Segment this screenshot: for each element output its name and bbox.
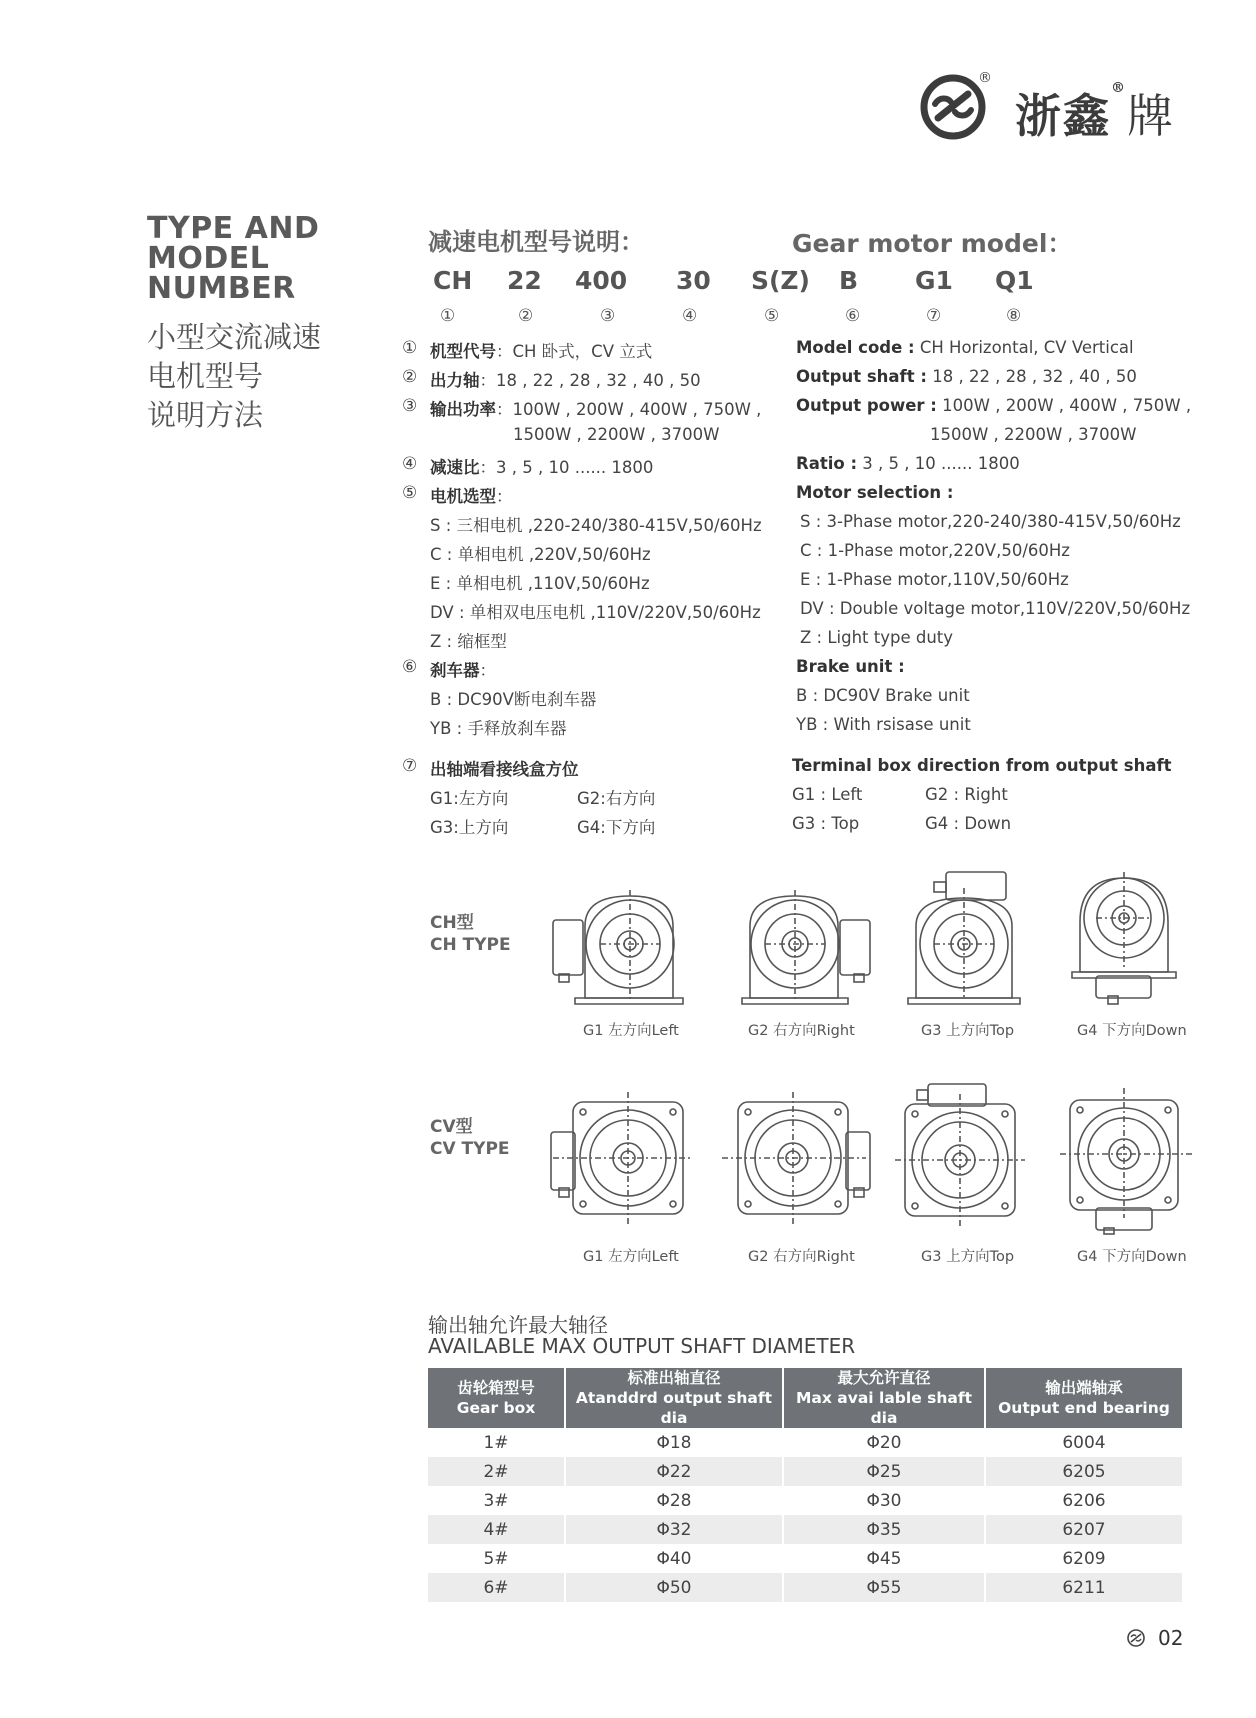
- table-header-bearing-en: Output end bearing: [998, 1399, 1170, 1417]
- spec-en-motor: [796, 483, 953, 502]
- cv-g1-caption: G1 左方向Left: [583, 1249, 679, 1265]
- spec-cn-g3: G3:上方向: [430, 818, 509, 837]
- spec-cn-motor-colon: ：: [496, 487, 513, 506]
- spec-en-ratio: [796, 454, 1020, 473]
- table-header-max-cn: 最大允许直径: [837, 1369, 931, 1387]
- brand-registered-mark: ®: [1111, 80, 1127, 96]
- spec-cn-shaft-value: ：18 , 22 , 28 , 32 , 40 , 50: [479, 371, 701, 390]
- table-header-bearing: [985, 1368, 1182, 1428]
- ch-g2-caption: G2 右方向Right: [748, 1023, 855, 1039]
- ch-type-label-en: CH TYPE: [430, 935, 511, 955]
- spec-en-power: [796, 396, 1191, 415]
- table-cell: 3#: [428, 1486, 565, 1515]
- table-row: [428, 1573, 1182, 1602]
- table-cell: 6#: [428, 1573, 565, 1602]
- ch-type-label: [430, 912, 511, 956]
- spec-cn-power-key: 输出功率: [430, 400, 496, 419]
- code-part-2: 22: [507, 266, 542, 295]
- table-cell: Φ50: [565, 1573, 783, 1602]
- spec-cn-num-4: ④: [402, 454, 418, 474]
- code-num-8: ⑧: [1006, 306, 1022, 326]
- spec-cn-motor-s: S : 三相电机 ,220-240/380-415V,50/60Hz: [430, 516, 762, 535]
- table-cell: 6207: [985, 1515, 1182, 1544]
- table-header-standard: [565, 1368, 783, 1428]
- table-cell: Φ40: [565, 1544, 783, 1573]
- heading-en: Gear motor model：: [792, 229, 1073, 258]
- spec-cn-brake-key: 刹车器: [430, 661, 480, 680]
- code-num-4: ④: [682, 306, 698, 326]
- table-cell: 6209: [1062, 1548, 1106, 1569]
- cv-g4-caption: G4 下方向Down: [1077, 1249, 1187, 1265]
- ch-g4-motor-diagram: [1066, 872, 1196, 1012]
- spec-en-model-value: CH Horizontal, CV Vertical: [914, 338, 1134, 357]
- spec-cn-g1: G1:左方向: [430, 789, 509, 808]
- table-cell: 4#: [428, 1515, 565, 1544]
- cv-g4-motor-diagram: [1058, 1088, 1198, 1238]
- spec-en-power-value: 100W , 200W , 400W , 750W ,: [936, 396, 1192, 415]
- ch-type-label-cn: CH型: [430, 913, 474, 933]
- table-header-max: [783, 1368, 985, 1428]
- spec-cn-motor-c: C : 单相电机 ,220V,50/60Hz: [430, 545, 651, 564]
- table-cell: Φ20: [783, 1428, 985, 1457]
- table-row: [428, 1515, 1182, 1544]
- spec-en-g2: G2 : Right: [925, 785, 1008, 804]
- spec-cn-num-6: ⑥: [402, 657, 418, 677]
- registered-mark: ®: [978, 70, 992, 86]
- page-number: 02: [1158, 1626, 1184, 1650]
- cv-g2-caption: G2 右方向Right: [748, 1249, 855, 1265]
- spec-cn-motor: [430, 483, 513, 507]
- table-cell: 6206: [1062, 1490, 1106, 1511]
- spec-cn-power-value: ：100W , 200W , 400W , 750W ,: [496, 400, 762, 419]
- spec-en-g4: G4 : Down: [925, 814, 1012, 833]
- table-header-gearbox-en: Gear box: [456, 1399, 536, 1417]
- table-cell: Φ25: [783, 1457, 985, 1486]
- spec-en-model-key: Model code :: [796, 338, 915, 357]
- table-row: [428, 1457, 1182, 1486]
- section-title-line-3: NUMBER: [147, 271, 296, 306]
- section-title-cn: [147, 318, 321, 435]
- section-title-line-1: TYPE AND: [147, 211, 320, 246]
- table-title-en: AVAILABLE MAX OUTPUT SHAFT DIAMETER: [428, 1334, 856, 1358]
- spec-cn-terminal: [430, 756, 579, 780]
- table-cell: 2#: [428, 1457, 565, 1486]
- spec-en-terminal-key: Terminal box direction from output shaft: [792, 756, 1172, 775]
- code-num-3: ③: [600, 306, 616, 326]
- table-cell: Φ55: [783, 1573, 985, 1602]
- table-header-bearing-cn: 输出端轴承: [1045, 1379, 1123, 1397]
- cv-g3-motor-diagram: [893, 1080, 1043, 1230]
- code-part-4: 30: [676, 266, 711, 295]
- table-cell: Φ32: [565, 1515, 783, 1544]
- brand-name: [1015, 80, 1175, 146]
- spec-en-shaft: [796, 367, 1137, 386]
- cv-type-label-cn: CV型: [430, 1117, 473, 1137]
- table-cell: 6004: [1062, 1432, 1106, 1453]
- section-title-line-2: MODEL: [147, 241, 270, 276]
- code-num-5: ⑤: [764, 306, 780, 326]
- table-header-standard-cn: 标准出轴直径: [627, 1369, 721, 1387]
- code-part-5: S(Z): [751, 266, 810, 295]
- spec-cn-brake: [430, 657, 496, 681]
- heading-cn: 减速电机型号说明：: [428, 228, 644, 256]
- brand-name-suffix: 牌: [1127, 89, 1175, 143]
- spec-en-brake: [796, 657, 905, 676]
- cv-g3-caption: G3 上方向Top: [921, 1249, 1015, 1265]
- spec-en-ratio-value: 3 , 5 , 10 ...... 1800: [857, 454, 1020, 473]
- spec-cn-power: [430, 396, 761, 420]
- spec-cn-shaft-key: 出力轴: [430, 371, 480, 390]
- table-cell: Φ28: [565, 1486, 783, 1515]
- spec-cn-motor-dv: DV : 单相双电压电机 ,110V/220V,50/60Hz: [430, 603, 761, 622]
- spec-en-shaft-key: Output shaft :: [796, 367, 927, 386]
- ch-g1-caption: G1 左方向Left: [583, 1023, 679, 1039]
- spec-cn-motor-z: Z : 缩框型: [430, 632, 507, 651]
- cv-type-label: [430, 1116, 510, 1160]
- spec-en-motor-z: Z : Light type duty: [800, 628, 954, 647]
- spec-en-brake-b: B : DC90V Brake unit: [796, 686, 970, 705]
- code-part-8: Q1: [995, 266, 1034, 295]
- spec-cn-brake-yb: YB : 手释放刹车器: [430, 719, 567, 738]
- code-num-2: ②: [518, 306, 534, 326]
- table-cell: Φ35: [783, 1515, 985, 1544]
- section-title-cn-line-2: 电机型号: [147, 359, 264, 393]
- table-header-row: [428, 1368, 1182, 1428]
- spec-en-power-key: Output power :: [796, 396, 937, 415]
- table-row: [428, 1544, 1182, 1573]
- spec-en-power-value-2: 1500W , 2200W , 3700W: [930, 425, 1137, 444]
- table-cell: 5#: [428, 1544, 565, 1573]
- spec-cn-num-1: ①: [402, 338, 418, 358]
- spec-cn-ratio: [430, 454, 653, 478]
- table-cell: Φ18: [565, 1428, 783, 1457]
- spec-cn-num-5: ⑤: [402, 483, 418, 503]
- spec-en-motor-c: C : 1-Phase motor,220V,50/60Hz: [800, 541, 1070, 560]
- spec-cn-ratio-key: 减速比: [430, 458, 480, 477]
- table-header-max-en: Max avai lable shaft dia: [796, 1389, 972, 1427]
- spec-en-ratio-key: Ratio :: [796, 454, 858, 473]
- page-logo-icon: [1126, 1628, 1146, 1648]
- spec-en-motor-e: E : 1-Phase motor,110V,50/60Hz: [800, 570, 1069, 589]
- code-part-3: 400: [575, 266, 628, 295]
- spec-en-shaft-value: 18 , 22 , 28 , 32 , 40 , 50: [926, 367, 1137, 386]
- spec-cn-g2: G2:右方向: [577, 789, 656, 808]
- section-title-cn-line-3: 说明方法: [147, 398, 264, 432]
- spec-en-brake-yb: YB : With rsisase unit: [796, 715, 971, 734]
- spec-cn-model: [430, 338, 652, 362]
- spec-cn-num-7: ⑦: [402, 756, 418, 776]
- spec-en-motor-key: Motor selection :: [796, 483, 954, 502]
- spec-cn-power-value-2: 1500W , 2200W , 3700W: [513, 425, 720, 444]
- spec-en-brake-key: Brake unit :: [796, 657, 905, 676]
- code-part-7: G1: [915, 266, 953, 295]
- section-title-cn-line-1: 小型交流减速: [147, 320, 322, 354]
- code-num-7: ⑦: [926, 306, 942, 326]
- spec-cn-num-2: ②: [402, 367, 418, 387]
- code-num-1: ①: [440, 306, 456, 326]
- shaft-diameter-table: [428, 1368, 1182, 1602]
- spec-cn-terminal-key: 出轴端看接线盒方位: [430, 760, 579, 779]
- spec-en-motor-dv: DV : Double voltage motor,110V/220V,50/60Hz: [800, 599, 1191, 618]
- spec-en-g1: G1 : Left: [792, 785, 863, 804]
- table-cell: Φ45: [783, 1544, 985, 1573]
- table-row: [428, 1486, 1182, 1515]
- brand-name-main: 浙鑫: [1015, 89, 1111, 143]
- ch-g3-caption: G3 上方向Top: [921, 1023, 1015, 1039]
- cv-g1-motor-diagram: [545, 1090, 695, 1230]
- spec-cn-model-value: ：CH 卧式，CV 立式: [496, 342, 653, 361]
- ch-g2-motor-diagram: [738, 888, 888, 1008]
- spec-en-motor-s: S : 3-Phase motor,220-240/380-415V,50/60Hz: [800, 512, 1181, 531]
- ch-g1-motor-diagram: [545, 888, 695, 1008]
- code-num-6: ⑥: [845, 306, 861, 326]
- spec-en-g3: G3 : Top: [792, 814, 860, 833]
- spec-cn-motor-e: E : 单相电机 ,110V,50/60Hz: [430, 574, 650, 593]
- table-title-cn: 输出轴允许最大轴径: [428, 1313, 608, 1337]
- spec-cn-shaft: [430, 367, 701, 391]
- code-part-6: B: [839, 266, 859, 295]
- table-cell: Φ22: [565, 1457, 783, 1486]
- ch-g4-caption: G4 下方向Down: [1077, 1023, 1187, 1039]
- table-header-gearbox-cn: 齿轮箱型号: [457, 1379, 535, 1397]
- table-cell: 6205: [985, 1457, 1182, 1486]
- spec-cn-motor-key: 电机选型: [430, 487, 496, 506]
- spec-cn-model-key: 机型代号: [430, 342, 496, 361]
- table-cell: Φ30: [783, 1486, 985, 1515]
- table-row: [428, 1428, 1182, 1457]
- ch-g3-motor-diagram: [906, 868, 1036, 1008]
- spec-cn-num-3: ③: [402, 396, 418, 416]
- spec-cn-brake-b: B : DC90V断电刹车器: [430, 690, 597, 709]
- cv-g2-motor-diagram: [720, 1090, 880, 1230]
- table-cell: 1#: [428, 1428, 565, 1457]
- table-cell: 6211: [985, 1573, 1182, 1602]
- spec-cn-brake-colon: ：: [479, 661, 496, 680]
- table-header-standard-en: Atanddrd output shaft dia: [575, 1389, 773, 1427]
- cv-type-label-en: CV TYPE: [430, 1139, 510, 1159]
- spec-en-terminal: [792, 756, 1172, 775]
- code-part-1: CH: [433, 266, 473, 295]
- table-header-gearbox: [428, 1368, 565, 1428]
- spec-cn-ratio-value: ：3 , 5 , 10 ...... 1800: [479, 458, 654, 477]
- section-title: [147, 211, 320, 306]
- spec-en-model: [796, 338, 1134, 357]
- spec-cn-g4: G4:下方向: [577, 818, 656, 837]
